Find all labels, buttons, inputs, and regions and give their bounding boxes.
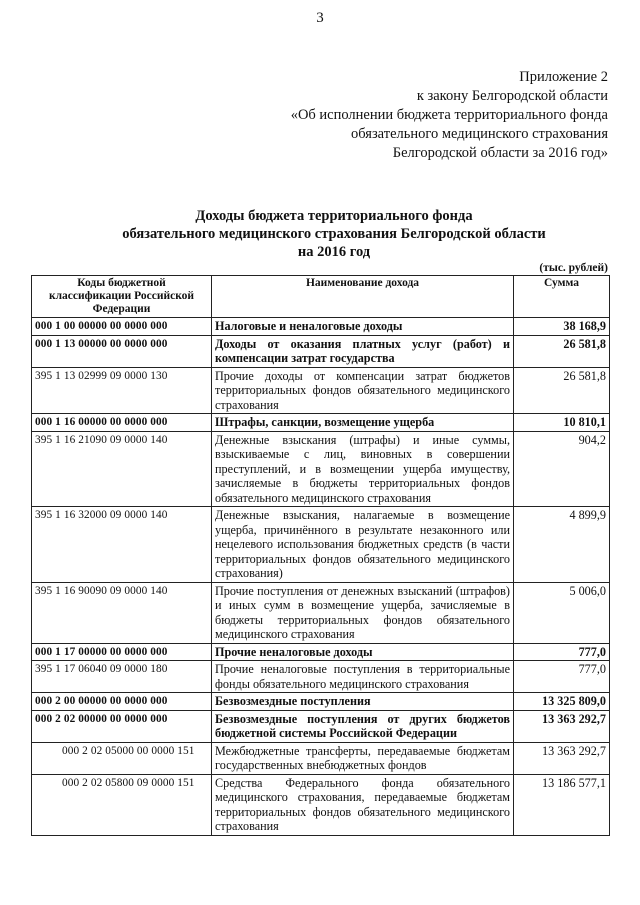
row-sum: 777,0 bbox=[514, 661, 610, 693]
table-row bbox=[32, 318, 610, 336]
row-code: 000 1 17 00000 00 0000 000 bbox=[32, 643, 212, 661]
row-sum: 13 325 809,0 bbox=[514, 693, 610, 711]
row-code: 000 2 00 00000 00 0000 000 bbox=[32, 693, 212, 711]
row-code: 395 1 16 32000 09 0000 140 bbox=[32, 507, 212, 583]
row-name: Прочие неналоговые поступления в территориальные фонды обязательного медицинского страхования bbox=[212, 661, 514, 693]
header-sum: Сумма bbox=[514, 276, 610, 318]
row-name: Прочие неналоговые доходы bbox=[212, 643, 514, 661]
row-name: Налоговые и неналоговые доходы bbox=[212, 318, 514, 336]
row-name: Доходы от оказания платных услуг (работ) и компенсации затрат государства bbox=[212, 335, 514, 367]
table-row bbox=[32, 693, 610, 711]
row-sum: 26 581,8 bbox=[514, 367, 610, 414]
appendix-line: «Об исполнении бюджета территориального фонда bbox=[290, 107, 608, 123]
row-code: 000 1 00 00000 00 0000 000 bbox=[32, 318, 212, 336]
row-name: Безвозмездные поступления bbox=[212, 693, 514, 711]
page-number: 3 bbox=[316, 10, 324, 26]
row-code: 395 1 16 90090 09 0000 140 bbox=[32, 582, 212, 643]
row-sum: 13 363 292,7 bbox=[514, 742, 610, 774]
header-name: Наименование дохода bbox=[212, 276, 514, 318]
row-sum: 904,2 bbox=[514, 431, 610, 507]
appendix-line: Белгородской области за 2016 год» bbox=[392, 145, 608, 161]
row-name: Средства Федерального фонда обязательного медицинского страхования, передаваемые бюджетам территориальных фондов обязательного медицинского страхования bbox=[212, 774, 514, 835]
table-body bbox=[32, 318, 610, 836]
title-line: на 2016 год bbox=[297, 244, 371, 260]
table-row bbox=[32, 774, 610, 835]
appendix-line: Приложение 2 bbox=[519, 69, 608, 85]
row-code: 000 1 16 00000 00 0000 000 bbox=[32, 414, 212, 432]
row-sum: 4 899,9 bbox=[514, 507, 610, 583]
table-row bbox=[32, 661, 610, 693]
units-label: (тыс. рублей) bbox=[539, 262, 608, 274]
document-title bbox=[60, 207, 608, 261]
appendix-line: к закону Белгородской области bbox=[416, 88, 608, 104]
row-name: Прочие поступления от денежных взысканий (штрафов) и иных сумм в возмещение ущерба, зачисляемые в бюджеты территориальных фондов обязательного медицинского страхования bbox=[212, 582, 514, 643]
row-code: 395 1 17 06040 09 0000 180 bbox=[32, 661, 212, 693]
row-sum: 13 186 577,1 bbox=[514, 774, 610, 835]
row-name: Безвозмездные поступления от других бюджетов бюджетной системы Российской Федерации bbox=[212, 710, 514, 742]
row-name: Денежные взыскания (штрафы) и иные суммы, взыскиваемые с лиц, виновных в совершении преступлений, и в возмещении ущерба имуществу, зачисляемые в бюджеты территориальных фондов обязательного медицинского страхования bbox=[212, 431, 514, 507]
table-row bbox=[32, 742, 610, 774]
row-name: Штрафы, санкции, возмещение ущерба bbox=[212, 414, 514, 432]
row-code: 000 2 02 05800 09 0000 151 bbox=[32, 774, 212, 835]
table-row bbox=[32, 710, 610, 742]
table-row bbox=[32, 643, 610, 661]
row-sum: 5 006,0 bbox=[514, 582, 610, 643]
header-code: Коды бюджетной классификации Российской Федерации bbox=[32, 276, 212, 318]
row-sum: 26 581,8 bbox=[514, 335, 610, 367]
table-row bbox=[32, 414, 610, 432]
row-name: Прочие доходы от компенсации затрат бюджетов территориальных фондов обязательного медицинского страхования bbox=[212, 367, 514, 414]
row-sum: 13 363 292,7 bbox=[514, 710, 610, 742]
row-code: 000 2 02 00000 00 0000 000 bbox=[32, 710, 212, 742]
table-row bbox=[32, 367, 610, 414]
title-line: обязательного медицинского страхования Белгородской области bbox=[122, 226, 546, 242]
table-row bbox=[32, 507, 610, 583]
row-sum: 38 168,9 bbox=[514, 318, 610, 336]
table-row bbox=[32, 582, 610, 643]
table-header-row bbox=[32, 276, 610, 318]
row-sum: 777,0 bbox=[514, 643, 610, 661]
row-name: Межбюджетные трансферты, передаваемые бюджетам государственных внебюджетных фондов bbox=[212, 742, 514, 774]
row-code: 000 1 13 00000 00 0000 000 bbox=[32, 335, 212, 367]
row-sum: 10 810,1 bbox=[514, 414, 610, 432]
title-line: Доходы бюджета территориального фонда bbox=[195, 208, 473, 224]
table-row bbox=[32, 335, 610, 367]
row-code: 395 1 13 02999 09 0000 130 bbox=[32, 367, 212, 414]
row-name: Денежные взыскания, налагаемые в возмещение ущерба, причинённого в результате незаконного или нецелевого использования бюджетных средств (в части территориальных фондов обязательного медицинского страхования) bbox=[212, 507, 514, 583]
table-row bbox=[32, 431, 610, 507]
appendix-line: обязательного медицинского страхования bbox=[351, 126, 608, 142]
appendix-reference bbox=[291, 68, 608, 163]
row-code: 000 2 02 05000 00 0000 151 bbox=[32, 742, 212, 774]
row-code: 395 1 16 21090 09 0000 140 bbox=[32, 431, 212, 507]
income-table bbox=[31, 275, 610, 836]
